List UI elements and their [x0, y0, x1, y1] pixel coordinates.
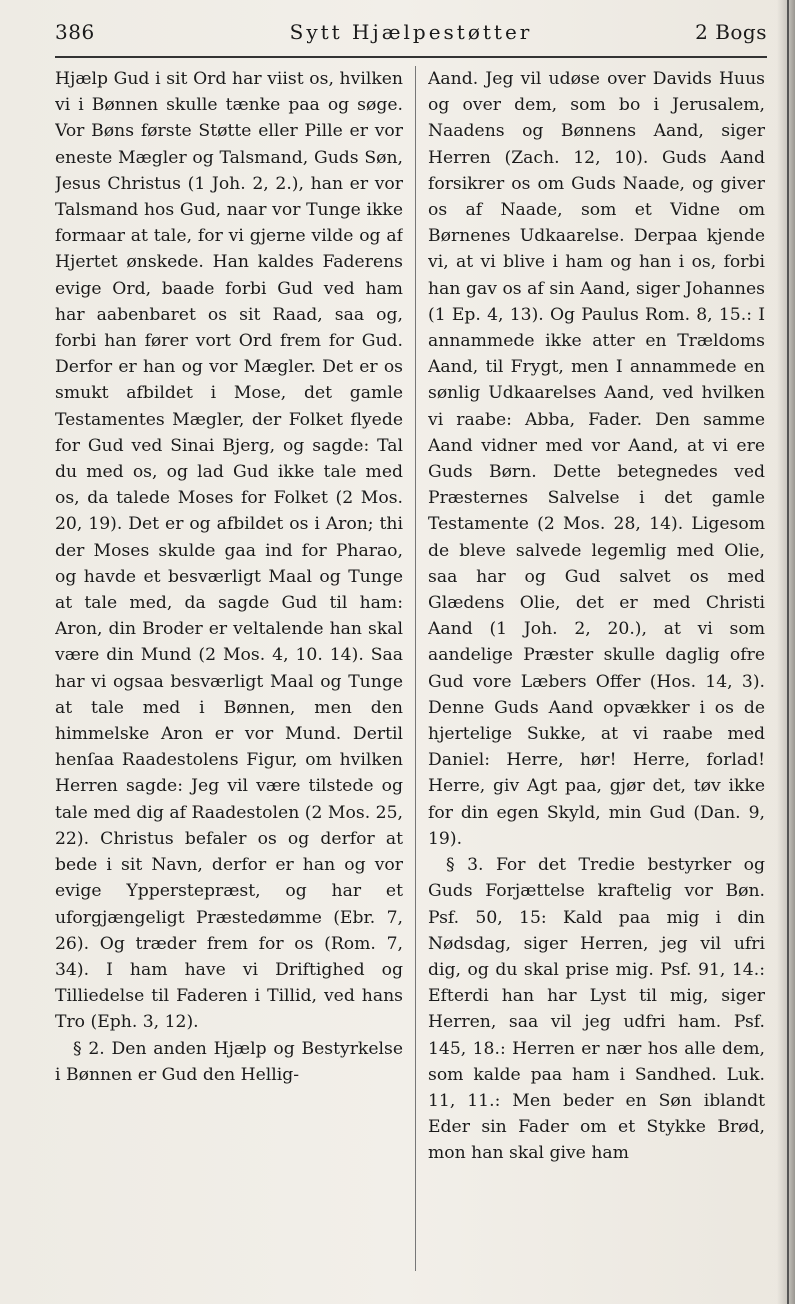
header-rule: [55, 56, 767, 58]
page-header: [55, 20, 767, 56]
right-paragraph-1: Aand. Jeg vil udøse over Davids Huus og over dem, som bo i Jerusalem, Naadens og Bønnens Aand, siger Herren (Zach. 12, 10). Guds Aand forsikrer os om Guds Naade, og giver os af Naade, som et Vidne om Børnenes Udkaarelse. Derpaa kjende vi, at vi blive i ham og han i os, forbi han gav os af sin Aand, siger Johannes (1 Ep. 4, 13). Og Paulus Rom. 8, 15.: I annammede ikke atter en Trældoms Aand, til Frygt, men I annammede en sønlig Udkaarelses Aand, ved hvilken vi raabe: Abba, Fader. Den samme Aand vidner med vor Aand, at vi ere Guds Børn. Dette betegnedes ved Præsternes Salvelse i det gamle Testamente (2 Mos. 28, 14). Ligesom de bleve salvede legemlig med Olie, saa har og Gud salvet os med Glædens Olie, det er med Christi Aand (1 Joh. 2, 20.), at vi som aandelige Præster skulle daglig ofre Gud vore Læbers Offer (Hos. 14, 3). Denne Guds Aand opvækker i os de hjertelige Sukke, at vi raabe med Daniel: Herre, hør! Herre, forlad! Herre, giv Agt paa, gjør det, tøv ikke for din egen Skyld, min Gud (Dan. 9, 19).: [428, 69, 765, 849]
column-divider: [415, 66, 416, 1271]
running-title: Sytt Hjælpestøtter: [289, 20, 533, 44]
signature-mark: 2 Bogs: [695, 20, 767, 44]
page-edge-line: [787, 0, 789, 1304]
left-paragraph-1: Hjælp Gud i sit Ord har viist os, hvilken vi i Bønnen skulle tænke paa og søge. Vor Bøns første Støtte eller Pille er vor eneste Mægler og Talsmand, Guds Søn, Jesus Christus (1 Joh. 2, 2.), han er vor Talsmand hos Gud, naar vor Tunge ikke formaar at tale, for vi gjerne vilde og af Hjertet ønskede. Han kaldes Faderens evige Ord, baade forbi Gud ved ham har aabenbaret os sit Raad, saa og, forbi han fører vort Ord frem for Gud. Derfor er han og vor Mægler. Det er os smukt afbildet i Mose, det gamle Testamentes Mægler, der Folket flyede for Gud ved Sinai Bjerg, og sagde: Tal du med os, og lad Gud ikke tale med os, da talede Moses for Folket (2 Mos. 20, 19). Det er og afbildet os i Aron; thi der Moses skulde gaa ind for Pharao, og havde et besværligt Maal og Tunge at tale med, da sagde Gud til ham: Aron, din Broder er veltalende han skal være din Mund (2 Mos. 4, 10. 14). Saa har vi ogsaa besværligt Maal og Tunge at tale med i Bønnen, men den himmelske Aron er vor Mund. Dertil henſaa Raadestolens Figur, om hvilken Herren sagde: Jeg vil være tilstede og tale med dig af Raadestolen (2 Mos. 25, 22). Christus befaler os og derfor at bede i sit Navn, derfor er han og vor evige Ypperstepræst, og har et uforgjængeligt Præstedømme (Ebr. 7, 26). Og træder frem for os (Rom. 7, 34). I ham have vi Driftighed og Tilliedelse til Faderen i Tillid, ved hans Tro (Eph. 3, 12).: [55, 69, 403, 1033]
page-number: 386: [55, 20, 95, 44]
left-column: [55, 66, 403, 1286]
right-paragraph-2: § 3. For det Tredie bestyrker og Guds Forjættelse kraftelig vor Bøn. Psf. 50, 15: Kald paa mig i din Nødsdag, siger Herren, jeg vil ufri dig, og du skal prise mig. Psf. 91, 14.: Efterdi han har Lyst til mig, siger Herren, saa vil jeg udfri ham. Psf. 145, 18.: Herren er nær hos alle dem, som kalde paa ham i Sandhed. Luk. 11, 11.: Men beder en Søn iblandt Eder sin Fader om et Stykke Brød, mon han skal give ham: [428, 855, 765, 1164]
page-edge-shadow: [777, 0, 795, 1304]
left-paragraph-2: § 2. Den anden Hjælp og Bestyrkelse i Bønnen er Gud den Hellig-: [55, 1038, 403, 1085]
right-column: [428, 66, 765, 1286]
